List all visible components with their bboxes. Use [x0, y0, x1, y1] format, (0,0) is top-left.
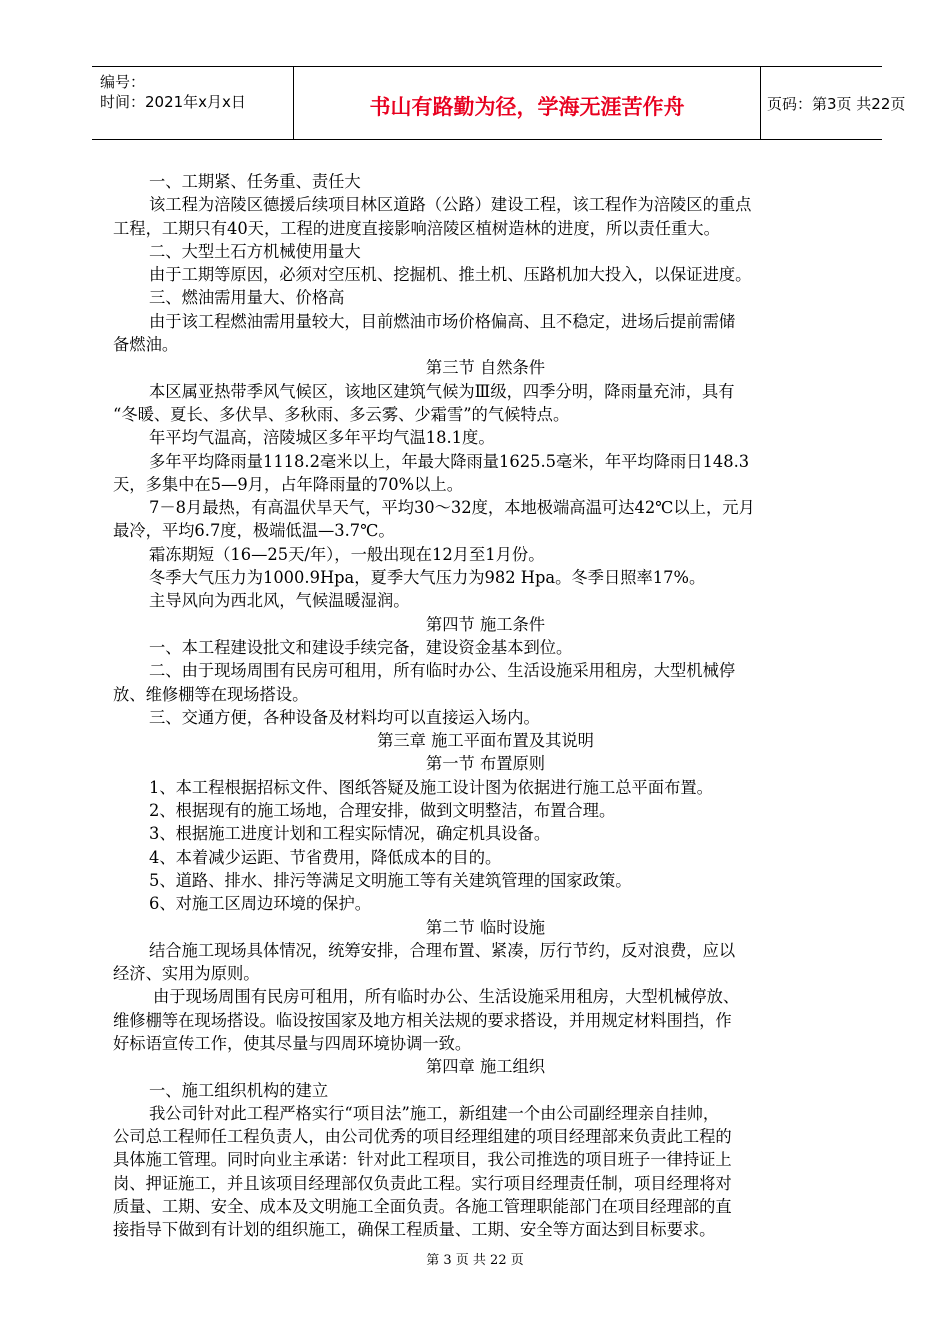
page-footer: 第 3 页 共 22 页	[426, 1253, 524, 1268]
text-line: 二、由于现场周围有民房可租用，所有临时办公、生活设施采用租房，大型机械停	[149, 661, 736, 681]
text-line: 主导风向为西北风，气候温暖湿润。	[149, 591, 410, 611]
text-line: 我公司针对此工程严格实行“项目法”施工，新组建一个由公司副经理亲自挂帅，	[149, 1103, 720, 1123]
section-heading: 第三节 自然条件	[425, 358, 546, 378]
text-line: 冬季大气压力为1000.9Hpa，夏季大气压力为982 Hpa。冬季日照率17%。	[149, 568, 706, 588]
text-line: 最冷，平均6.7度，极端低温—3.7℃。	[113, 521, 395, 541]
text-line: 年平均气温高，涪陵城区多年平均气温18.1度。	[149, 428, 495, 448]
text-line: 由于该工程燃油需用量较大，目前燃油市场价格偏高、且不稳定，进场后提前需储	[149, 311, 736, 331]
text-line: 放、维修棚等在现场搭设。	[113, 684, 309, 704]
header-motto: 书山有路勤为径，学海无涯苦作舟	[369, 95, 685, 119]
text-line: 由于现场周围有民房可租用，所有临时办公、生活设施采用租房，大型机械停放、	[153, 987, 740, 1007]
text-line: 3、根据施工进度计划和工程实际情况，确定机具设备。	[149, 824, 551, 844]
text-line: 好标语宣传工作，使其尽量与四周环境协调一致。	[113, 1033, 472, 1053]
section-heading: 第一节 布置原则	[425, 754, 546, 774]
text-line: 一、工期紧、任务重、责任大	[149, 172, 361, 191]
text-line: 二、大型土石方机械使用量大	[149, 241, 361, 261]
header-left-cell	[92, 67, 293, 139]
text-line: 由于工期等原因，必须对空压机、挖掘机、推土机、压路机加大投入，以保证进度。	[149, 265, 752, 285]
text-line: 公司总工程师任工程负责人，由公司优秀的项目经理组建的项目经理部来负责此工程的	[113, 1127, 732, 1147]
text-line: 结合施工现场具体情况，统筹安排，合理布置、紧凑，厉行节约，反对浪费，应以	[149, 940, 736, 960]
text-line: 一、施工组织机构的建立	[149, 1080, 329, 1100]
text-line: 一、本工程建设批文和建设手续完备，建设资金基本到位。	[149, 637, 573, 657]
text-line: “冬暖、夏长、多伏旱、多秋雨、多云雾、少霜雪”的气候特点。	[113, 404, 570, 424]
section-heading: 第二节 临时设施	[425, 917, 546, 937]
text-line: 经济、实用为原则。	[113, 964, 260, 984]
text-line: 该工程为涪陵区德援后续项目林区道路（公路）建设工程，该工程作为涪陵区的重点	[149, 195, 752, 215]
text-line: 备燃油。	[113, 335, 179, 355]
page-header	[92, 66, 906, 140]
text-line: 2、根据现有的施工场地，合理安排，做到文明整洁，布置合理。	[149, 801, 616, 821]
text-line: 7－8月最热，有高温伏旱天气，平均30～32度，本地极端高温可达42℃以上，元月	[149, 498, 755, 518]
text-line: 三、燃油需用量大、价格高	[149, 288, 345, 308]
text-line: 本区属亚热带季风气候区，该地区建筑气候为Ⅲ级，四季分明，降雨量充沛，具有	[149, 381, 735, 401]
text-line: 维修棚等在现场搭设。临设按国家及地方相关法规的要求搭设，并用规定材料围挡，作	[113, 1010, 732, 1030]
section-heading: 第四节 施工条件	[425, 614, 546, 634]
document-body	[113, 170, 858, 1242]
text-line: 5、道路、排水、排污等满足文明施工等有关建筑管理的国家政策。	[149, 870, 632, 890]
text-line: 霜冻期短（16—25天/年），一般出现在12月至1月份。	[149, 544, 545, 564]
text-line: 多年平均降雨量1118.2毫米以上，年最大降雨量1625.5毫米，年平均降雨日148.3	[149, 451, 750, 471]
text-line: 质量、工期、安全、成本及文明施工全面负责。各施工管理职能部门在项目经理部的直	[113, 1197, 732, 1217]
text-line: 6、对施工区周边环境的保护。	[149, 894, 372, 914]
text-line: 具体施工管理。同时向业主承诺：针对此工程项目，我公司推选的项目班子一律持证上	[113, 1150, 732, 1170]
time-label: 时间：2021年x月x日	[100, 93, 246, 111]
text-line: 工程，工期只有40天，工程的进度直接影响涪陵区植树造林的进度，所以责任重大。	[113, 218, 720, 238]
text-line: 岗、押证施工，并且该项目经理部仅负责此工程。实行项目经理责任制，项目经理将对	[113, 1173, 732, 1193]
header-page-info: 页码：第3页 共22页	[767, 95, 906, 113]
section-heading: 第三章 施工平面布置及其说明	[377, 731, 594, 751]
text-line: 接指导下做到有计划的组织施工，确保工程质量、工期、安全等方面达到目标要求。	[113, 1220, 716, 1240]
text-line: 天，多集中在5—9月，占年降雨量的70%以上。	[113, 474, 463, 494]
number-label: 编号：	[100, 73, 146, 91]
text-line: 三、交通方便，各种设备及材料均可以直接运入场内。	[149, 707, 540, 727]
section-heading: 第四章 施工组织	[425, 1057, 546, 1077]
header-right-cell	[759, 67, 906, 139]
text-line: 4、本着减少运距、节省费用，降低成本的目的。	[149, 847, 502, 867]
header-middle-cell	[293, 67, 761, 139]
text-line: 1、本工程根据招标文件、图纸答疑及施工设计图为依据进行施工总平面布置。	[149, 777, 713, 797]
